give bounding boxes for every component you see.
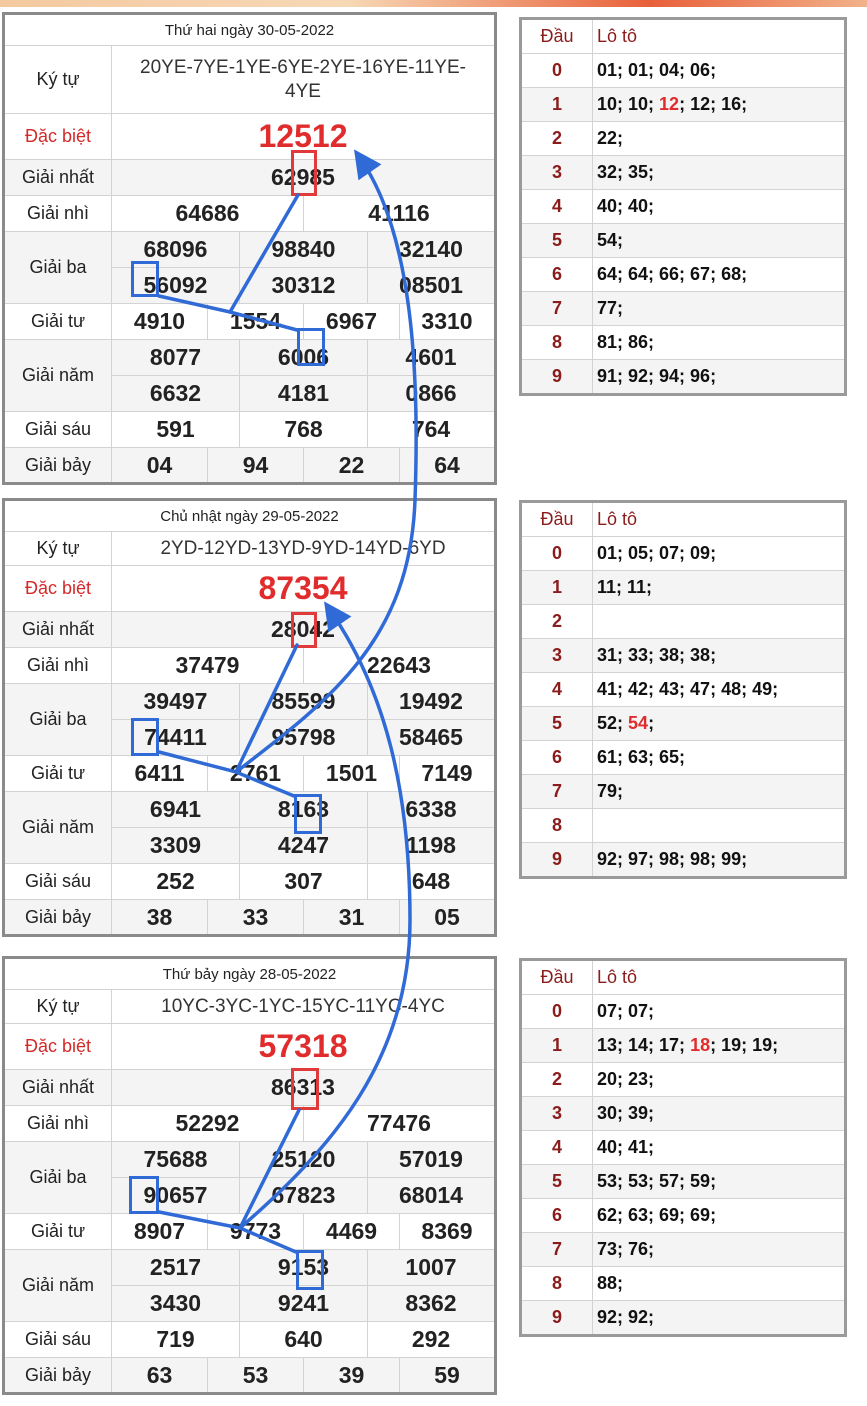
third-prize-number: 75688	[112, 1142, 240, 1178]
fourth-prize-number: 2761	[208, 756, 304, 792]
fifth-prize-number: 0866	[368, 376, 496, 412]
loto-head-digit: 3	[521, 156, 593, 190]
ky-tu-value: 20YE-7YE-1YE-6YE-2YE-16YE-11YE-4YE	[112, 46, 496, 114]
seventh-prize-number: 05	[400, 900, 496, 936]
label-dac-biet: Đặc biệt	[4, 566, 112, 612]
fourth-prize-number: 8369	[400, 1214, 496, 1250]
label-dac-biet: Đặc biệt	[4, 1024, 112, 1070]
loto-values: 61; 63; 65;	[593, 741, 846, 775]
loto-values: 64; 64; 66; 67; 68;	[593, 258, 846, 292]
loto-head-dau: Đầu	[521, 960, 593, 995]
loto-head-digit: 6	[521, 258, 593, 292]
second-prize-number: 64686	[112, 196, 304, 232]
loto-head-loto: Lô tô	[593, 502, 846, 537]
fifth-prize-number: 2517	[112, 1250, 240, 1286]
sixth-prize-number: 591	[112, 412, 240, 448]
seventh-prize-number: 38	[112, 900, 208, 936]
fifth-prize-number: 1007	[368, 1250, 496, 1286]
loto-head-digit: 3	[521, 1097, 593, 1131]
label-ky-tu: Ký tự	[4, 990, 112, 1024]
third-prize-number: 57019	[368, 1142, 496, 1178]
label-ky-tu: Ký tự	[4, 532, 112, 566]
digit-marker-red	[291, 1068, 319, 1110]
ky-tu-value: 10YC-3YC-1YC-15YC-11YC-4YC	[112, 990, 496, 1024]
third-prize-number: 08501	[368, 268, 496, 304]
fifth-prize-number: 9153	[240, 1250, 368, 1286]
label-giai-nhat: Giải nhất	[4, 612, 112, 648]
digit-marker-blue	[297, 328, 325, 366]
sixth-prize-number: 719	[112, 1322, 240, 1358]
seventh-prize-number: 39	[304, 1358, 400, 1394]
loto-values: 79;	[593, 775, 846, 809]
third-prize-number: 98840	[240, 232, 368, 268]
third-prize-number: 74411	[112, 720, 240, 756]
fourth-prize-number: 4469	[304, 1214, 400, 1250]
label-giai-nhi: Giải nhì	[4, 1106, 112, 1142]
label-giai-sau: Giải sáu	[4, 412, 112, 448]
label-giai-tu: Giải tư	[4, 1214, 112, 1250]
third-prize-number: 19492	[368, 684, 496, 720]
seventh-prize-number: 64	[400, 448, 496, 484]
third-prize-number: 56092	[112, 268, 240, 304]
third-prize-number: 67823	[240, 1178, 368, 1214]
digit-marker-blue	[131, 718, 159, 756]
result-date-title: Chủ nhật ngày 29-05-2022	[4, 500, 496, 532]
loto-head-digit: 0	[521, 995, 593, 1029]
loto-head-digit: 7	[521, 292, 593, 326]
fifth-prize-number: 1198	[368, 828, 496, 864]
loto-head-digit: 4	[521, 1131, 593, 1165]
special-prize-number: 12512	[112, 114, 496, 160]
loto-head-dau: Đầu	[521, 19, 593, 54]
loto-highlight: 54	[628, 713, 649, 733]
digit-marker-blue	[131, 261, 159, 297]
loto-highlight: 12	[659, 94, 680, 114]
label-giai-nhi: Giải nhì	[4, 648, 112, 684]
loto-head-loto: Lô tô	[593, 960, 846, 995]
loto-values: 11; 11;	[593, 571, 846, 605]
fifth-prize-number: 9241	[240, 1286, 368, 1322]
label-giai-bay: Giải bảy	[4, 1358, 112, 1394]
loto-values: 92; 92;	[593, 1301, 846, 1336]
label-giai-nam: Giải năm	[4, 340, 112, 412]
sixth-prize-number: 648	[368, 864, 496, 900]
sixth-prize-number: 292	[368, 1322, 496, 1358]
loto-head-digit: 5	[521, 224, 593, 258]
seventh-prize-number: 33	[208, 900, 304, 936]
fourth-prize-number: 1501	[304, 756, 400, 792]
seventh-prize-number: 53	[208, 1358, 304, 1394]
label-giai-nam: Giải năm	[4, 1250, 112, 1322]
third-prize-number: 32140	[368, 232, 496, 268]
second-prize-number: 52292	[112, 1106, 304, 1142]
fifth-prize-number: 6338	[368, 792, 496, 828]
loto-head-digit: 3	[521, 639, 593, 673]
fifth-prize-number: 6941	[112, 792, 240, 828]
loto-values: 77;	[593, 292, 846, 326]
digit-marker-blue	[296, 1250, 324, 1290]
loto-values: 07; 07;	[593, 995, 846, 1029]
label-giai-ba: Giải ba	[4, 232, 112, 304]
digit-marker-blue	[129, 1176, 159, 1214]
seventh-prize-number: 63	[112, 1358, 208, 1394]
label-giai-ba: Giải ba	[4, 1142, 112, 1214]
loto-values: 54;	[593, 224, 846, 258]
third-prize-number: 90657	[112, 1178, 240, 1214]
result-date-title: Thứ hai ngày 30-05-2022	[4, 14, 496, 46]
third-prize-number: 85599	[240, 684, 368, 720]
second-prize-number: 41116	[304, 196, 496, 232]
third-prize-number: 30312	[240, 268, 368, 304]
fifth-prize-number: 8077	[112, 340, 240, 376]
result-date-title: Thứ bảy ngày 28-05-2022	[4, 958, 496, 990]
sixth-prize-number: 640	[240, 1322, 368, 1358]
loto-head-digit: 8	[521, 326, 593, 360]
seventh-prize-number: 22	[304, 448, 400, 484]
label-giai-nam: Giải năm	[4, 792, 112, 864]
third-prize-number: 95798	[240, 720, 368, 756]
fifth-prize-number: 6632	[112, 376, 240, 412]
label-giai-sau: Giải sáu	[4, 1322, 112, 1358]
label-ky-tu: Ký tự	[4, 46, 112, 114]
loto-values: 01; 05; 07; 09;	[593, 537, 846, 571]
fourth-prize-number: 4910	[112, 304, 208, 340]
loto-values: 40; 41;	[593, 1131, 846, 1165]
fifth-prize-number: 4601	[368, 340, 496, 376]
loto-values: 52; 54;	[593, 707, 846, 741]
first-prize-number: 86313	[112, 1070, 496, 1106]
fifth-prize-number: 6006	[240, 340, 368, 376]
first-prize-number: 28042	[112, 612, 496, 648]
loto-head-digit: 7	[521, 775, 593, 809]
loto-values: 88;	[593, 1267, 846, 1301]
label-giai-bay: Giải bảy	[4, 900, 112, 936]
loto-values: 62; 63; 69; 69;	[593, 1199, 846, 1233]
label-giai-bay: Giải bảy	[4, 448, 112, 484]
sixth-prize-number: 768	[240, 412, 368, 448]
loto-values: 53; 53; 57; 59;	[593, 1165, 846, 1199]
special-prize-number: 87354	[112, 566, 496, 612]
digit-marker-red	[291, 612, 317, 648]
loto-head-digit: 9	[521, 360, 593, 395]
sixth-prize-number: 307	[240, 864, 368, 900]
loto-values: 73; 76;	[593, 1233, 846, 1267]
loto-head-digit: 7	[521, 1233, 593, 1267]
loto-values: 30; 39;	[593, 1097, 846, 1131]
loto-head-digit: 0	[521, 54, 593, 88]
second-prize-number: 22643	[304, 648, 496, 684]
ky-tu-value: 2YD-12YD-13YD-9YD-14YD-6YD	[112, 532, 496, 566]
second-prize-number: 37479	[112, 648, 304, 684]
loto-values: 31; 33; 38; 38;	[593, 639, 846, 673]
top-banner-strip	[0, 0, 867, 7]
digit-marker-blue	[294, 794, 322, 834]
fourth-prize-number: 9773	[208, 1214, 304, 1250]
loto-head-digit: 6	[521, 741, 593, 775]
third-prize-number: 39497	[112, 684, 240, 720]
seventh-prize-number: 94	[208, 448, 304, 484]
label-giai-sau: Giải sáu	[4, 864, 112, 900]
fifth-prize-number: 4181	[240, 376, 368, 412]
third-prize-number: 68096	[112, 232, 240, 268]
loto-values: 41; 42; 43; 47; 48; 49;	[593, 673, 846, 707]
loto-head-digit: 4	[521, 673, 593, 707]
result-table-day-1	[2, 12, 497, 485]
loto-head-digit: 5	[521, 1165, 593, 1199]
sixth-prize-number: 764	[368, 412, 496, 448]
loto-head-digit: 0	[521, 537, 593, 571]
label-giai-nhat: Giải nhất	[4, 160, 112, 196]
label-giai-nhi: Giải nhì	[4, 196, 112, 232]
loto-values: 01; 01; 04; 06;	[593, 54, 846, 88]
fourth-prize-number: 3310	[400, 304, 496, 340]
label-giai-nhat: Giải nhất	[4, 1070, 112, 1106]
third-prize-number: 58465	[368, 720, 496, 756]
special-prize-number: 57318	[112, 1024, 496, 1070]
fifth-prize-number: 4247	[240, 828, 368, 864]
label-giai-tu: Giải tư	[4, 756, 112, 792]
digit-marker-red	[291, 150, 317, 196]
loto-head-digit: 2	[521, 1063, 593, 1097]
loto-values: 22;	[593, 122, 846, 156]
loto-table-day-1	[519, 17, 847, 396]
first-prize-number: 62985	[112, 160, 496, 196]
fifth-prize-number: 3430	[112, 1286, 240, 1322]
loto-values: 32; 35;	[593, 156, 846, 190]
fifth-prize-number: 3309	[112, 828, 240, 864]
loto-values: 91; 92; 94; 96;	[593, 360, 846, 395]
sixth-prize-number: 252	[112, 864, 240, 900]
loto-values: 40; 40;	[593, 190, 846, 224]
label-dac-biet: Đặc biệt	[4, 114, 112, 160]
fourth-prize-number: 6411	[112, 756, 208, 792]
seventh-prize-number: 31	[304, 900, 400, 936]
loto-head-digit: 6	[521, 1199, 593, 1233]
loto-head-digit: 5	[521, 707, 593, 741]
loto-values	[593, 809, 846, 843]
loto-values: 20; 23;	[593, 1063, 846, 1097]
loto-head-digit: 2	[521, 122, 593, 156]
loto-values: 81; 86;	[593, 326, 846, 360]
third-prize-number: 68014	[368, 1178, 496, 1214]
loto-head-digit: 8	[521, 1267, 593, 1301]
label-giai-ba: Giải ba	[4, 684, 112, 756]
loto-table-day-2	[519, 500, 847, 879]
result-table-day-2	[2, 498, 497, 937]
loto-head-digit: 4	[521, 190, 593, 224]
loto-highlight: 18	[690, 1035, 711, 1055]
loto-head-digit: 2	[521, 605, 593, 639]
loto-values: 13; 14; 17; 18; 19; 19;	[593, 1029, 846, 1063]
label-giai-tu: Giải tư	[4, 304, 112, 340]
fifth-prize-number: 8163	[240, 792, 368, 828]
loto-values: 10; 10; 12; 12; 16;	[593, 88, 846, 122]
loto-head-digit: 8	[521, 809, 593, 843]
loto-head-loto: Lô tô	[593, 19, 846, 54]
second-prize-number: 77476	[304, 1106, 496, 1142]
fourth-prize-number: 8907	[112, 1214, 208, 1250]
loto-values	[593, 605, 846, 639]
loto-head-dau: Đầu	[521, 502, 593, 537]
loto-values: 92; 97; 98; 98; 99;	[593, 843, 846, 878]
loto-head-digit: 9	[521, 843, 593, 878]
loto-table-day-3	[519, 958, 847, 1337]
fourth-prize-number: 6967	[304, 304, 400, 340]
fifth-prize-number: 8362	[368, 1286, 496, 1322]
third-prize-number: 25120	[240, 1142, 368, 1178]
fourth-prize-number: 1554	[208, 304, 304, 340]
seventh-prize-number: 04	[112, 448, 208, 484]
loto-head-digit: 1	[521, 571, 593, 605]
result-table-day-3	[2, 956, 497, 1395]
seventh-prize-number: 59	[400, 1358, 496, 1394]
fourth-prize-number: 7149	[400, 756, 496, 792]
loto-head-digit: 1	[521, 88, 593, 122]
loto-head-digit: 1	[521, 1029, 593, 1063]
loto-head-digit: 9	[521, 1301, 593, 1336]
